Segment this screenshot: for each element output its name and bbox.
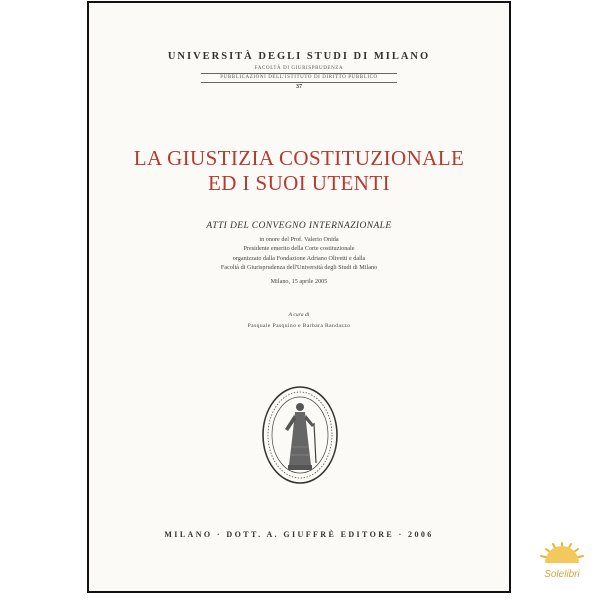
divider xyxy=(201,82,397,83)
info-line: organizzato dalla Fondazione Adriano Olivetti e dalla xyxy=(232,254,366,262)
faculty-name: FACOLTÀ DI GIURISPRUDENZA xyxy=(254,66,344,71)
publisher-line: MILANO · DOTT. A. GIUFFRÈ EDITORE · 2006 xyxy=(164,530,434,539)
info-line: in onore del Prof. Valerio Onida xyxy=(259,236,339,243)
info-line: Facoltà di Giurisprudenza dell'Università degli Studi di Milano xyxy=(220,264,378,272)
solelibri-logo-icon xyxy=(531,517,593,587)
title-line-1: LA GIUSTIZIA COSTITUZIONALE xyxy=(133,146,465,170)
series-number: 37 xyxy=(296,84,302,90)
university-seal-icon xyxy=(261,385,339,485)
title-line-2: ED I SUOI UTENTI xyxy=(208,171,390,195)
series-name: PUBBLICAZIONI DELL'ISTITUTO DI DIRITTO PUBBLICO xyxy=(220,75,378,80)
divider xyxy=(201,73,397,74)
conference-info xyxy=(89,235,509,286)
place-date: Milano, 15 aprile 2005 xyxy=(270,277,328,285)
editors: Pasquale Pasquino e Barbara Randazzo xyxy=(247,323,351,329)
book-title xyxy=(89,146,509,196)
conference-heading: ATTI DEL CONVEGNO INTERNAZIONALE xyxy=(206,221,392,231)
info-line: Presidente emerito della Corte costituzionale xyxy=(243,245,355,253)
watermark-text: Solelibri xyxy=(544,569,580,580)
university-name: UNIVERSITÀ DEGLI STUDI DI MILANO xyxy=(167,51,431,62)
edited-by-label: A cura di xyxy=(288,312,310,318)
book-cover xyxy=(87,1,511,593)
